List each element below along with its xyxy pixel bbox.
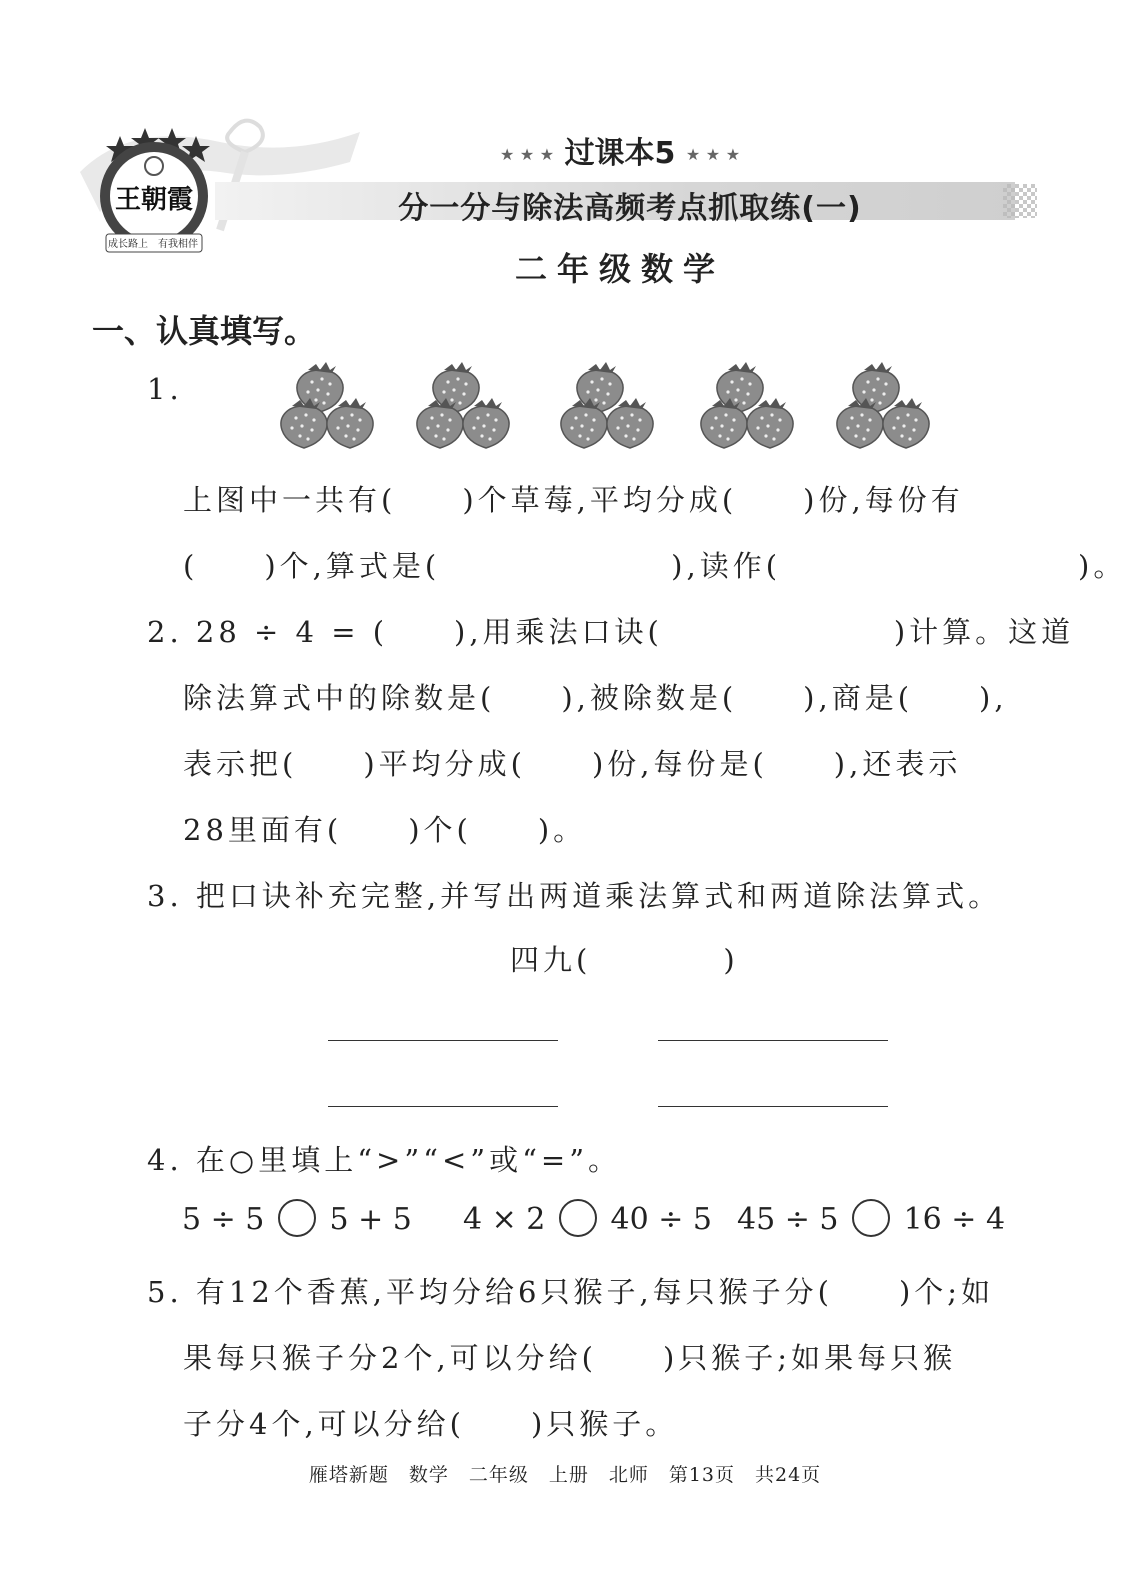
answer-line-4[interactable] xyxy=(658,1106,888,1107)
q1-line1: 上图中一共有( )个草莓,平均分成( )份,每份有 xyxy=(183,483,964,517)
strawberry-group xyxy=(701,362,793,448)
compare-circle[interactable] xyxy=(852,1199,890,1237)
comparison-left: 5 ÷ 5 xyxy=(182,1202,265,1237)
comparison-1 xyxy=(182,1202,412,1240)
q4-line1: 4. 在○里填上“>”“<”或“=”。 xyxy=(147,1143,622,1177)
q3-line1: 3. 把口诀补充完整,并写出两道乘法算式和两道除法算式。 xyxy=(147,879,1002,913)
page-footer: 雁塔新题 数学 二年级 上册 北师 第13页 共24页 xyxy=(308,1464,822,1486)
q2-line2: 除法算式中的除数是( ),被除数是( ),商是( ), xyxy=(183,681,1008,715)
worksheet-title: 分一分与除法高频考点抓取练(一) xyxy=(398,191,862,226)
section-heading: 一、认真填写。 xyxy=(92,312,317,350)
comparison-right: 40 ÷ 5 xyxy=(610,1202,712,1237)
logo-slogan-1: 成长路上 xyxy=(108,239,148,250)
course-label-text: 过课本5 xyxy=(564,136,676,171)
strawberry-group xyxy=(561,362,653,448)
brand-logo xyxy=(96,126,212,254)
grade-subject: 二年级数学 xyxy=(514,250,725,288)
answer-line-3[interactable] xyxy=(328,1106,558,1107)
q2-line4: 28里面有( )个( )。 xyxy=(183,813,587,847)
compare-circle[interactable] xyxy=(278,1199,316,1237)
answer-line-1[interactable] xyxy=(328,1040,558,1041)
q3-mnemonic: 四九( ) xyxy=(510,943,739,977)
comparison-left: 4 × 2 xyxy=(463,1202,546,1237)
q5-line3: 子分4个,可以分给( )只猴子。 xyxy=(183,1407,679,1441)
q5-line2: 果每只猴子分2个,可以分给( )只猴子;如果每只猴 xyxy=(183,1341,957,1375)
compare-circle[interactable] xyxy=(559,1199,597,1237)
logo-text: 王朝霞 xyxy=(114,185,194,215)
course-label: ★ ★ ★ 过课本5 ★ ★ ★ xyxy=(499,136,741,171)
q2-line3: 表示把( )平均分成( )份,每份是( ),还表示 xyxy=(183,747,962,781)
strawberry-group xyxy=(281,362,373,448)
logo-slogan-2: 有我相伴 xyxy=(158,239,198,250)
q1-line2: ( )个,算式是( ),读作( )。 xyxy=(183,549,1127,583)
q5-line1: 5. 有12个香蕉,平均分给6只猴子,每只猴子分( )个;如 xyxy=(147,1275,995,1309)
comparison-3 xyxy=(737,1202,1005,1240)
comparison-left: 45 ÷ 5 xyxy=(737,1202,839,1237)
answer-line-2[interactable] xyxy=(658,1040,888,1041)
q1-number: 1. xyxy=(147,372,183,406)
comparison-right: 5 + 5 xyxy=(329,1202,412,1237)
comparison-2 xyxy=(463,1202,712,1240)
strawberry-illustration xyxy=(270,360,950,460)
banner-pattern xyxy=(1003,184,1037,218)
comparison-right: 16 ÷ 4 xyxy=(903,1202,1006,1237)
strawberry-group xyxy=(417,362,509,448)
q2-line1: 2. 28 ÷ 4 = ( ),用乘法口诀( )计算。这道 xyxy=(147,615,1075,649)
strawberry-group xyxy=(837,362,929,448)
